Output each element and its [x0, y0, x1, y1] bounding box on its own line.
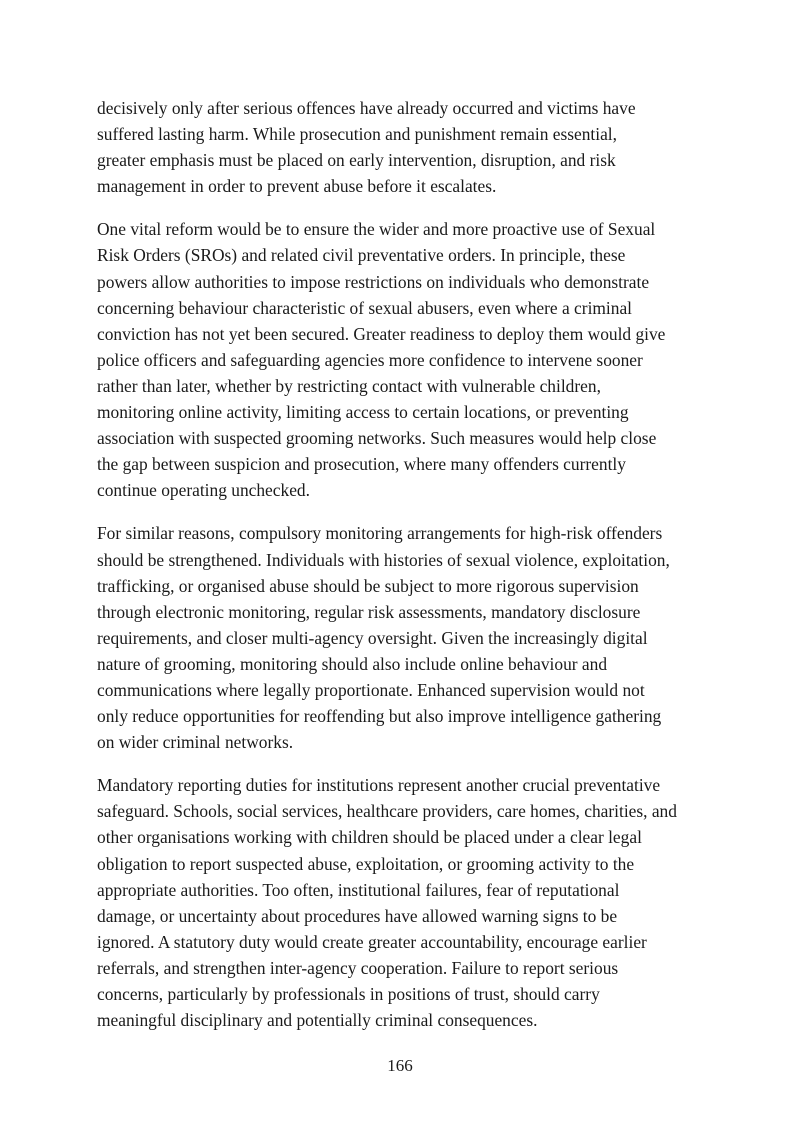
text-line: ignored. A statutory duty would create greater accountability, encourage earlier: [97, 931, 647, 952]
text-line: One vital reform would be to ensure the wider and more proactive use of Sexual: [97, 219, 656, 240]
text-line: damage, or uncertainty about procedures have allowed warning signs to be: [97, 905, 618, 926]
text-line: Mandatory reporting duties for institutions represent another crucial preventative: [97, 775, 661, 796]
body-text: [97, 95, 703, 1050]
text-line: conviction has not yet been secured. Greater readiness to deploy them would give: [97, 323, 666, 344]
text-line: meaningful disciplinary and potentially criminal consequences.: [97, 1010, 538, 1031]
text-line: on wider criminal networks.: [97, 732, 294, 753]
text-line: concerns, particularly by professionals in positions of trust, should carry: [97, 984, 600, 1004]
text-line: association with suspected grooming networks. Such measures would help close: [97, 428, 657, 449]
text-line: trafficking, or organised abuse should be subject to more rigorous supervision: [97, 575, 639, 596]
paragraph: [97, 520, 703, 755]
text-line: should be strengthened. Individuals with histories of sexual violence, exploitation,: [97, 549, 670, 570]
paragraph: [97, 95, 703, 199]
text-line: only reduce opportunities for reoffending but also improve intelligence gathering: [97, 706, 662, 727]
text-line: requirements, and closer multi-agency oversight. Given the increasingly digital: [97, 627, 648, 648]
text-line: safeguard. Schools, social services, healthcare providers, care homes, charities, and: [97, 801, 677, 822]
text-line: other organisations working with children should be placed under a clear legal: [97, 827, 642, 848]
text-line: Risk Orders (SROs) and related civil preventative orders. In principle, these: [97, 245, 626, 266]
text-line: management in order to prevent abuse before it escalates.: [97, 176, 497, 197]
text-line: appropriate authorities. Too often, institutional failures, fear of reputational: [97, 879, 620, 900]
text-line: powers allow authorities to impose restrictions on individuals who demonstrate: [97, 271, 650, 292]
text-line: For similar reasons, compulsory monitoring arrangements for high-risk offenders: [97, 523, 663, 544]
text-line: police officers and safeguarding agencies more confidence to intervene sooner: [97, 349, 643, 370]
text-line: suffered lasting harm. While prosecution and punishment remain essential,: [97, 124, 617, 145]
text-line: communications where legally proportionate. Enhanced supervision would not: [97, 679, 645, 700]
text-line: nature of grooming, monitoring should also include online behaviour and: [97, 653, 608, 674]
text-line: through electronic monitoring, regular risk assessments, mandatory disclosure: [97, 601, 641, 622]
text-line: greater emphasis must be placed on early intervention, disruption, and risk: [97, 150, 616, 171]
text-line: referrals, and strengthen inter-agency cooperation. Failure to report serious: [97, 957, 619, 978]
page-number: 166: [387, 1056, 413, 1075]
text-line: monitoring online activity, limiting access to certain locations, or preventing: [97, 402, 629, 423]
text-line: decisively only after serious offences have already occurred and victims have: [97, 98, 636, 118]
text-line: rather than later, whether by restricting contact with vulnerable children,: [97, 375, 601, 396]
text-line: obligation to report suspected abuse, exploitation, or grooming activity to the: [97, 853, 635, 874]
paragraph: [97, 772, 703, 1033]
text-line: continue operating unchecked.: [97, 480, 310, 501]
paragraph: [97, 216, 703, 503]
text-line: the gap between suspicion and prosecution, where many offenders currently: [97, 454, 626, 475]
text-line: concerning behaviour characteristic of sexual abusers, even where a criminal: [97, 297, 632, 318]
